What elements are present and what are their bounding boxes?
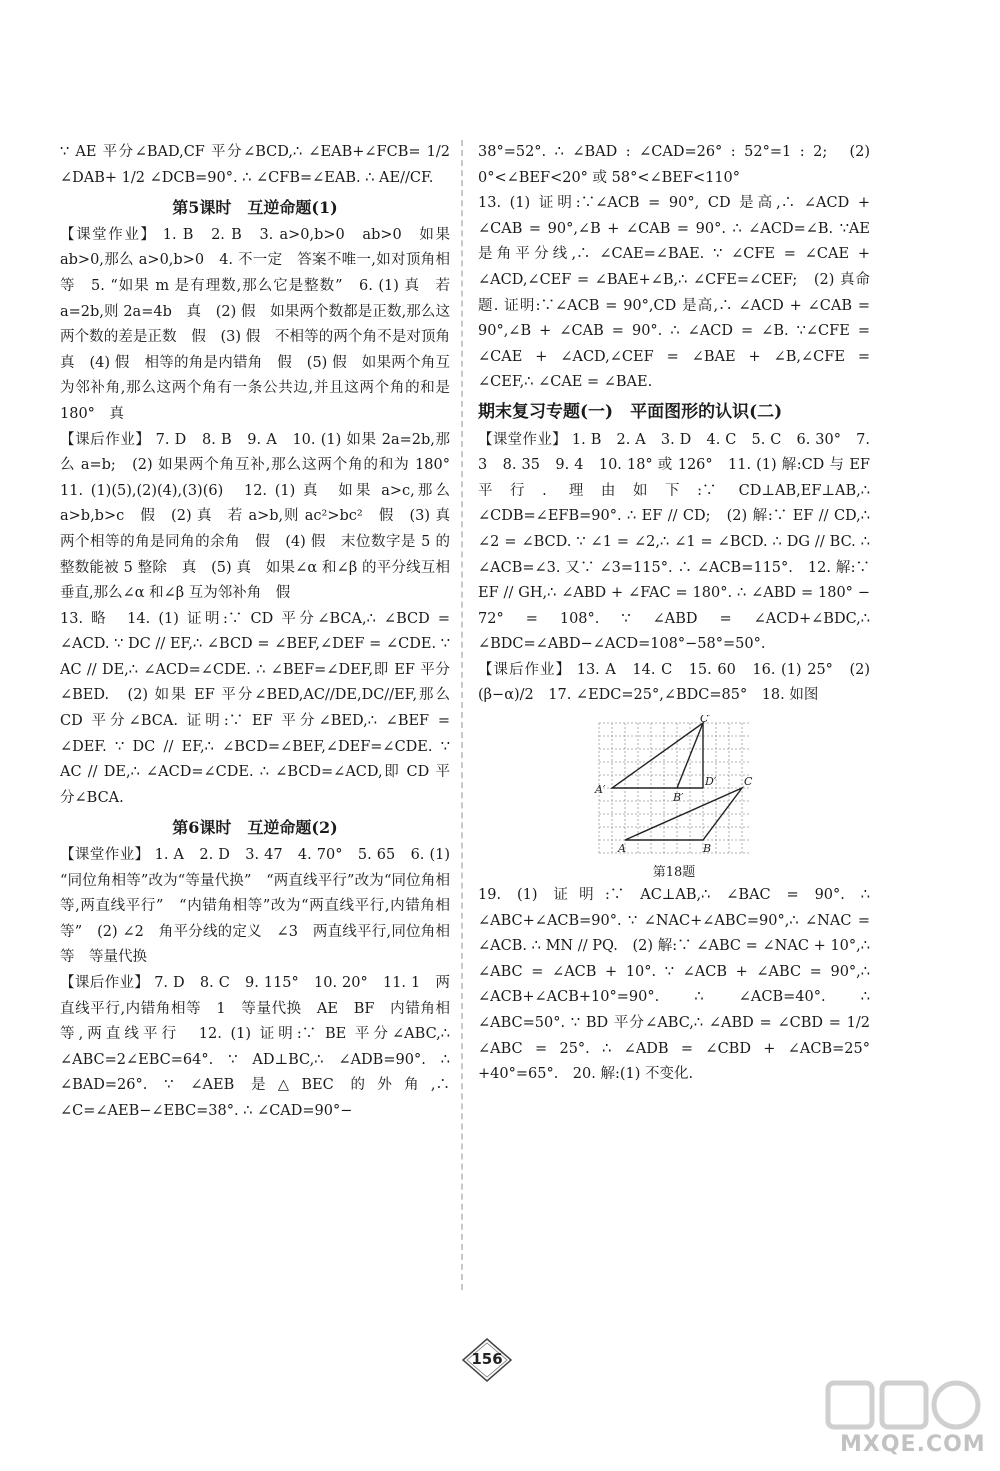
label-a: A — [618, 842, 626, 856]
triangle-a-prime-b-prime-c-prime — [612, 723, 703, 788]
paragraph: 【课后作业】 7. D 8. B 9. A 10. (1) 如果 2a=2b,那么 a=b; (2) 如果两个角互补,那么这两个角的和为 180° 11. (1)(5),(2)(4),(3)(6) 12. (1) 真 如果 a>c,那么 a>b,b>c 假 (2) 真 若 a>b,则 ac²>bc² 假 (3) 真 两个相等的角是同角的余角 假 (4) 假 末位数字是 5 的整数能被 5 整除 真 (5) 真 如果∠α 和∠β 的平分线互相垂直,那么∠α 和∠β 互为邻补角 假 — [60, 431, 465, 602]
label-c-prime: C′ — [700, 715, 711, 726]
paragraph: 13. (1) 证明:∵∠ACB = 90°, CD 是高,∴ ∠ACD + ∠CAB = 90°,∠B + ∠CAB = 90°. ∴ ∠ACD=∠B. ∵AE 是角平分线,∴ ∠CAE=∠BAE. ∵ ∠CFE = ∠CAE + ∠ACD,∠CEF = ∠BAE+∠B,∴ ∠CFE=∠CEF; (2) 真命题. 证明:∵∠ACB = 90°,CD 是高,∴ ∠ACD + ∠CAB = 90°,∠B + ∠CAB = 90°. ∴ ∠ACD = ∠B. ∵∠CFE = ∠CAE + ∠ACD,∠CEF = ∠BAE + ∠B,∠CFE = ∠CEF,∴ ∠CAE = ∠BAE. — [478, 195, 870, 391]
section-heading: 第5课时 互逆命题(1) — [172, 198, 338, 218]
paragraph: 【课后作业】 7. D 8. C 9. 115° 10. 20° 11. 1 两直线平行,内错角相等 1 等量代换 AE BF 内错角相等,两直线平行 12. (1) 证明:∵ BE 平分∠ABC,∴ ∠ABC=2∠EBC=64°. ∵ AD⊥BC,∴ ∠ADB=90°. ∴ ∠BAD=26°. ∵ ∠AEB 是△BEC 的外角,∴ ∠C=∠AEB−∠EBC=38°. ∴ ∠CAD=90°− — [60, 975, 450, 1119]
section-heading: 期末复习专题(一) 平面图形的认识(二) — [478, 401, 783, 422]
paragraph: 【课堂作业】 1. B 2. A 3. D 4. C 5. C 6. 30° 7. 3 8. 35 9. 4 10. 18° 或 126° 11. (1) 解:CD 与 EF 平行. 理由如下:∵ CD⊥AB,EF⊥AB,∴ ∠CDB=∠EFB=90°. ∴ EF // CD; (2) 解:∵ EF // CD,∴ ∠2 = ∠BCD. ∵ ∠1 = ∠2,∴ ∠1 = ∠BCD. ∴ DG // BC. ∴ ∠ACB=∠3. 又∵ ∠3=115°. ∴ ∠ACB=115°. 12. 解:∵ EF // GH,∴ ∠ABD + ∠FAC = 180°. ∴ ∠ABD = 180° − 72° = 108°. ∵ ∠ABD = ∠ACD+∠BDC,∴ ∠BDC=∠ABD−∠ACD=108°−58°=50°. — [478, 431, 870, 653]
figure-caption: 第18题 — [652, 865, 696, 881]
label-c: C — [744, 775, 753, 789]
paragraph: 【课堂作业】 1. B 2. B 3. a>0,b>0 ab>0 如果 ab>0,那么 a>0,b>0 4. 不一定 答案不唯一,如对顶角相等 5. “如果 m 是有理数,那么它是整数” 6. (1) 真 若 a=2b,则 2a=4b 真 (2) 假 如果两个数都是正数,那么这两个数的差是正数 假 (3) 假 不相等的两个角不是对顶角 真 (4) 假 相等的角是内错角 假 (5) 假 如果两个角互为邻补角,那么这两个角有一条公共边,并且这两个角的和是 180° 真 — [60, 226, 465, 422]
figure-18 — [584, 715, 764, 881]
paragraph: 【课后作业】 13. A 14. C 15. 60 16. (1) 25° (2) (β−α)/2 17. ∠EDC=25°,∠BDC=85° 18. 如图 — [478, 661, 870, 704]
label-a-prime: A′ — [595, 783, 606, 797]
left-column — [60, 140, 465, 1125]
label-b-prime: B′ — [673, 791, 684, 805]
page-number: 156 — [471, 1350, 503, 1368]
paragraph: ∵ AE 平分∠BAD,CF 平分∠BCD,∴ ∠EAB+∠FCB= 1/2 ∠DAB+ 1/2 ∠DCB=90°. ∴ ∠CFB=∠EAB. ∴ AE//CF. — [60, 144, 450, 186]
label-b: B — [703, 842, 712, 856]
paragraph: 19. (1) 证明:∵ AC⊥AB,∴ ∠BAC = 90°. ∴ ∠ABC+∠ACB=90°. ∵ ∠NAC+∠ABC=90°,∴ ∠NAC = ∠ACB. ∴ MN // PQ. (2) 解:∵ ∠ABC = ∠NAC + 10°,∴ ∠ABC = ∠ACB + 10°. ∵ ∠ACB + ∠ABC = 90°,∴ ∠ACB+∠ACB+10°=90°. ∴ ∠ACB=40°. ∴ ∠ABC=50°. ∵ BD 平分∠ABC,∴ ∠ABD = ∠CBD = 1/2 ∠ABC = 25°. ∴ ∠ADB = ∠CBD + ∠ACB=25°+40°=65°. 20. 解:(1) 不变化. — [478, 887, 870, 1083]
watermark-text: MXQE.COM — [840, 1432, 986, 1457]
section-heading: 第6课时 互逆命题(2) — [172, 818, 338, 838]
right-column — [478, 140, 870, 1088]
paragraph: 38°=52°. ∴ ∠BAD : ∠CAD=26° : 52°=1 : 2; (2) 0°<∠BEF<20° 或 58°<∠BEF<110° — [478, 144, 870, 186]
label-d-prime: D′ — [705, 775, 717, 789]
column-divider — [461, 140, 463, 1290]
paragraph: 【课堂作业】 1. A 2. D 3. 47 4. 70° 5. 65 6. (1) “同位角相等”改为“等量代换” “两直线平行”改为“同位角相等,两直线平行” “内错角相等”改为“两直线平行,内错角相等” (2) ∠2 角平分线的定义 ∠3 两直线平行,同位角相等 等量代换 — [60, 847, 450, 966]
page-number-badge — [462, 1338, 512, 1382]
grid-diagram — [589, 715, 759, 865]
paragraph: 13. 略 14. (1) 证明:∵ CD 平分∠BCA,∴ ∠BCD = ∠ACD. ∵ DC // EF,∴ ∠BCD = ∠BEF,∠DEF = ∠CDE. ∵ AC // DE,∴ ∠ACD=∠CDE. ∴ ∠BEF=∠DEF,即 EF 平分∠BED. (2) 如果 EF 平分∠BED,AC//DE,DC//EF,那么 CD 平分∠BCA. 证明:∵ EF 平分∠BED,∴ ∠BEF = ∠DEF. ∵ DC // EF,∴ ∠BCD=∠BEF,∠DEF=∠CDE. ∵ AC // DE,∴ ∠ACD=∠CDE. ∴ ∠BCD=∠ACD,即 CD 平分∠BCA. — [60, 610, 450, 806]
